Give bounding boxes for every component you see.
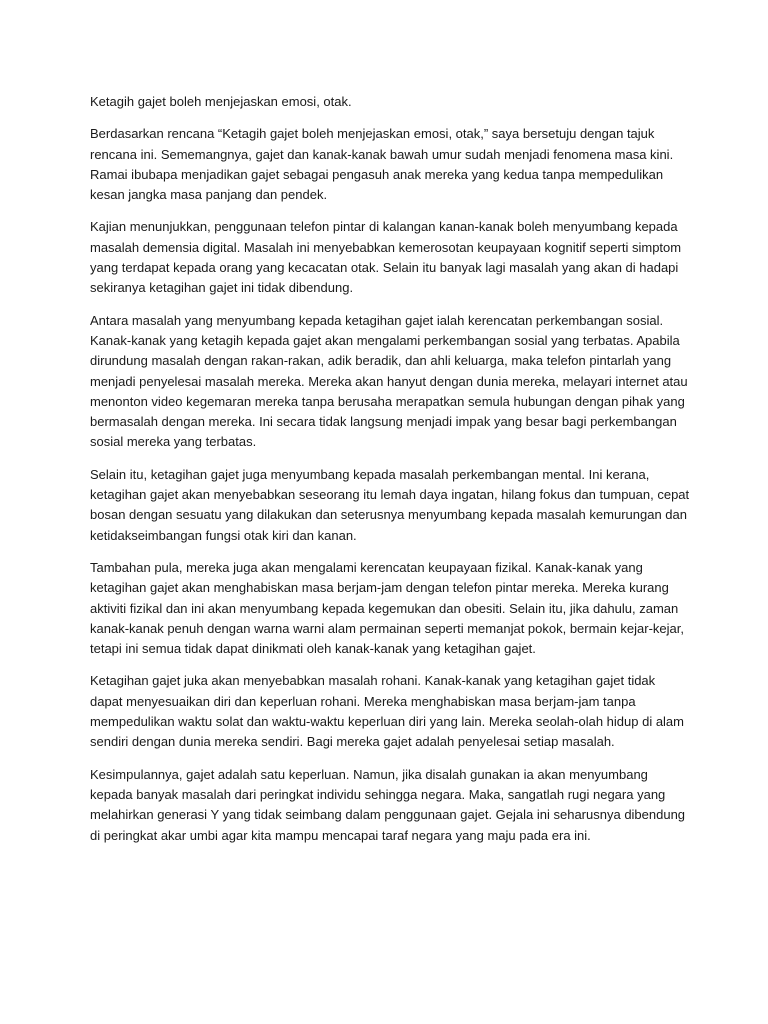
paragraph-physical-ability: Tambahan pula, mereka juga akan mengalami kerencatan keupayaan fizikal. Kanak-kanak yang ketagihan gajet akan menghabiskan masa berjam-jam dengan telefon pintar mereka. Mereka kurang aktiviti fizikal dan ini akan menyumbang kepada kegemukan dan obesiti. Selain itu, jika dahulu, zaman kanak-kanak penuh dengan warna warni alam permainan seperti memanjat pokok, bermain kejar-kejar, tetapi ini semua tidak dapat dinikmati oleh kanak-kanak yang ketagihan gajet.: [90, 559, 684, 657]
paragraph-mental-development: Selain itu, ketagihan gajet juga menyumbang kepada masalah perkembangan mental. Ini kerana, ketagihan gajet akan menyebabkan seseorang itu lemah daya ingatan, hilang fokus dan tumpuan, cepat bosan dengan sesuatu yang dilakukan dan seterusnya menyumbang kepada masalah kemurungan dan ketidakseimbangan fungsi otak kiri dan kanan.: [90, 466, 690, 543]
paragraph-conclusion: Kesimpulannya, gajet adalah satu keperluan. Namun, jika disalah gunakan ia akan menyumbang kepada banyak masalah dari peringkat individu sehingga negara. Maka, sangatlah rugi negara yang melahirkan generasi Y yang tidak seimbang dalam penggunaan gajet. Gejala ini seharusnya dibendung di peringkat akar umbi agar kita mampu mencapai taraf negara yang maju pada era ini.: [90, 766, 686, 843]
paragraph-spiritual: Ketagihan gajet juka akan menyebabkan masalah rohani. Kanak-kanak yang ketagihan gajet tidak dapat menyesuaikan diri dan keperluan rohani. Mereka menghabiskan masa berjam-jam tanpa mempedulikan waktu solat dan waktu-waktu keperluan diri yang lain. Mereka seolah-olah hidup di alam sendiri dengan dunia mereka sendiri. Bagi mereka gajet adalah penyelesai setiap masalah.: [90, 673, 684, 750]
document-page: [90, 92, 690, 858]
paragraph-digital-dementia: Kajian menunjukkan, penggunaan telefon pintar di kalangan kanan-kanak boleh menyumbang kepada masalah demensia digital. Masalah ini menyebabkan kemerosotan keupayaan kognitif seperti simptom yang terdapat kepada orang yang kecacatan otak. Selain itu banyak lagi masalah yang akan di hadapi sekiranya ketagihan gajet ini tidak dibendung.: [90, 219, 682, 296]
paragraph-intro: Berdasarkan rencana “Ketagih gajet boleh menjejaskan emosi, otak,” saya bersetuju dengan tajuk rencana ini. Sememangnya, gajet dan kanak-kanak bawah umur sudah menjadi fenomena masa kini. Ramai ibubapa menjadikan gajet sebagai pengasuh anak mereka yang kedua tanpa mempedulikan kesan jangka masa panjang dan pendek.: [90, 126, 674, 203]
document-title: Ketagih gajet boleh menjejaskan emosi, otak.: [90, 94, 352, 109]
paragraph-social-development: Antara masalah yang menyumbang kepada ketagihan gajet ialah kerencatan perkembangan sosial. Kanak-kanak yang ketagih kepada gajet akan mengalami perkembangan sosial yang terbatas. Apabila dirundung masalah dengan rakan-rakan, adik beradik, dan ahli keluarga, maka telefon pintarlah yang menjadi penyelesai masalah mereka. Mereka akan hanyut dengan dunia mereka, melayari internet atau menonton video kegemaran mereka tanpa berusaha merapatkan semula hubungan dengan pihak yang bermasalah dengan mereka. Ini secara tidak langsung menjadi impak yang besar bagi perkembangan sosial mereka yang terbatas.: [90, 312, 688, 450]
